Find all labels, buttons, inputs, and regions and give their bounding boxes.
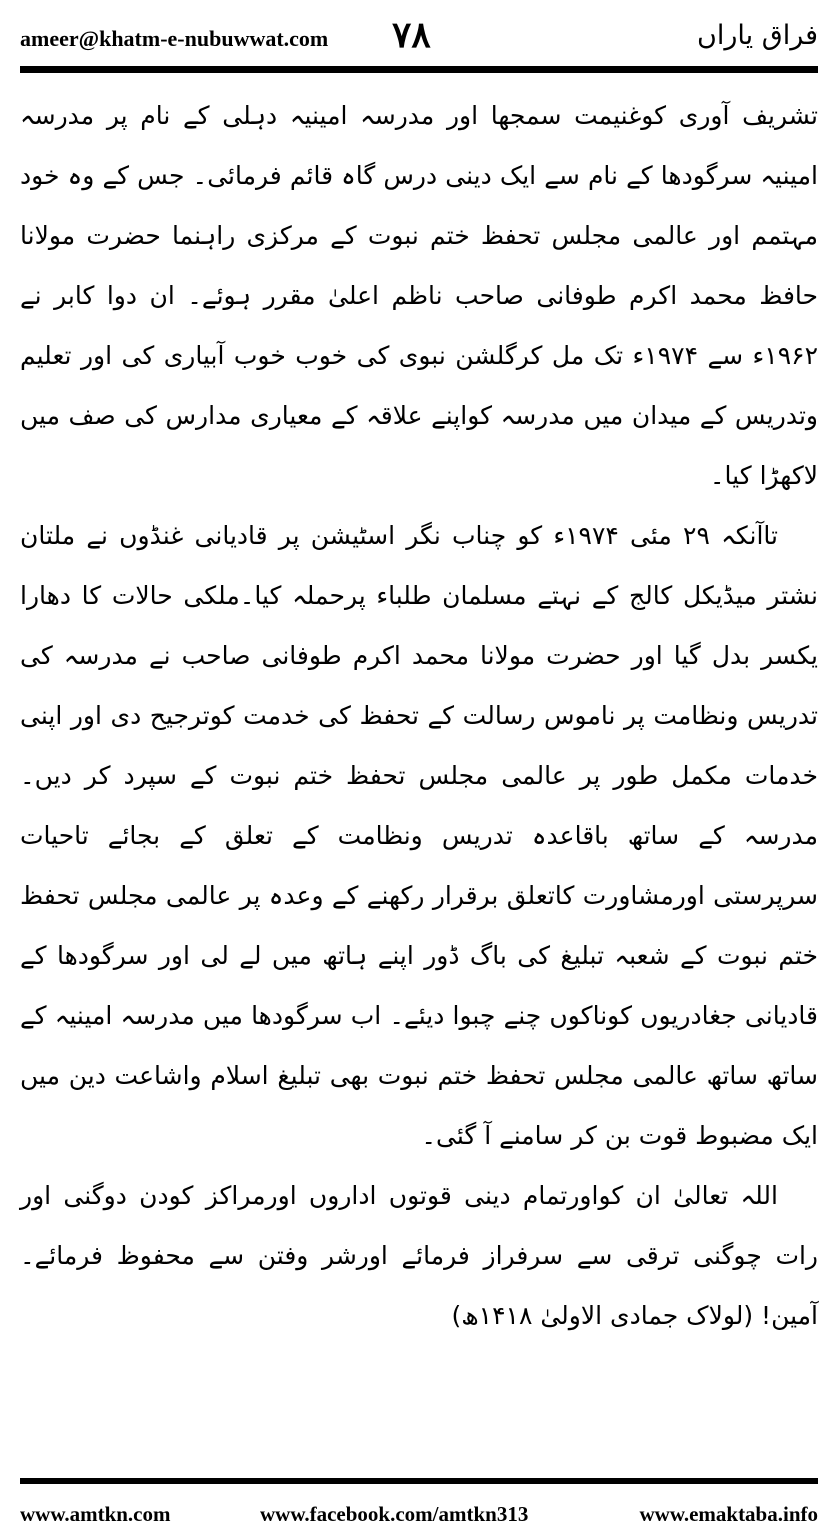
footer-link-amtkn[interactable]: www.amtkn.com	[20, 1502, 171, 1526]
paragraph-1: تشریف آوری کوغنیمت سمجھا اور مدرسہ امینیہ دہلی کے نام پر مدرسہ امینیہ سرگودھا کے نام سے ایک دینی درس گاہ قائم فرمائی۔ جس کے وہ خود مہتمم اور عالمی مجلس تحفظ ختم نبوت کے مرکزی راہنما حضرت مولانا حافظ محمد اکرم طوفانی صاحب ناظم اعلیٰ مقرر ہوئے۔ ان دوا کابر نے ۱۹۶۲ء سے ۱۹۷۴ء تک مل کرگلشن نبوی کی خوب خوب آبیاری کی اور تعلیم وتدریس کے میدان میں مدرسہ کواپنے علاقہ کے معیاری مدارس کی صف میں لاکھڑا کیا۔	[20, 101, 818, 490]
header-rule	[20, 66, 818, 73]
header-email: ameer@khatm-e-nubuwwat.com	[20, 26, 329, 51]
paragraph-3: اللہ تعالیٰ ان کواورتمام دینی قوتوں اداروں اورمراکز کودن دوگنی اور رات چوگنی ترقی سے سرفراز فرمائے اورشر وفتن سے محفوظ فرمائے۔ آمین! (لولاک جمادی الاولیٰ ۱۴۱۸ھ)	[20, 1181, 818, 1330]
book-title: فراق یاراں	[697, 20, 818, 51]
page-header	[20, 10, 818, 60]
page-footer	[20, 1502, 818, 1532]
page-number: ۷۸	[392, 14, 431, 56]
footer-link-facebook[interactable]: www.facebook.com/amtkn313	[260, 1502, 529, 1526]
footer-link-emaktaba[interactable]: www.emaktaba.info	[639, 1502, 818, 1526]
paragraph-2: تاآنکہ ۲۹ مئی ۱۹۷۴ء کو چناب نگر اسٹیشن پر قادیانی غنڈوں نے ملتان نشتر میڈیکل کالج کے نہتے مسلمان طلباء پرحملہ کیا۔ملکی حالات کا دھارا یکسر بدل گیا اور حضرت مولانا محمد اکرم طوفانی صاحب نے مدرسہ کی تدریس ونظامت پر ناموس رسالت کے تحفظ کی خدمت کوترجیح دی اور اپنی خدمات مکمل طور پر عالمی مجلس تحفظ ختم نبوت کے سپرد کر دیں۔ مدرسہ کے ساتھ باقاعدہ تدریس ونظامت کے تعلق کے بجائے تاحیات سرپرستی اورمشاورت کاتعلق برقرار رکھنے کے وعدہ پر عالمی مجلس تحفظ ختم نبوت کے شعبہ تبلیغ کی باگ ڈور اپنے ہاتھ میں لے لی اور سرگودھا کے قادیانی جغادریوں کوناکوں چنے چبوا دیئے۔ اب سرگودھا میں مدرسہ امینیہ کے ساتھ ساتھ عالمی مجلس تحفظ ختم نبوت بھی تبلیغ اسلام واشاعت دین میں ایک مضبوط قوت بن کر سامنے آ گئی۔	[20, 521, 818, 1150]
page-body	[20, 86, 818, 1346]
footer-rule	[20, 1478, 818, 1484]
